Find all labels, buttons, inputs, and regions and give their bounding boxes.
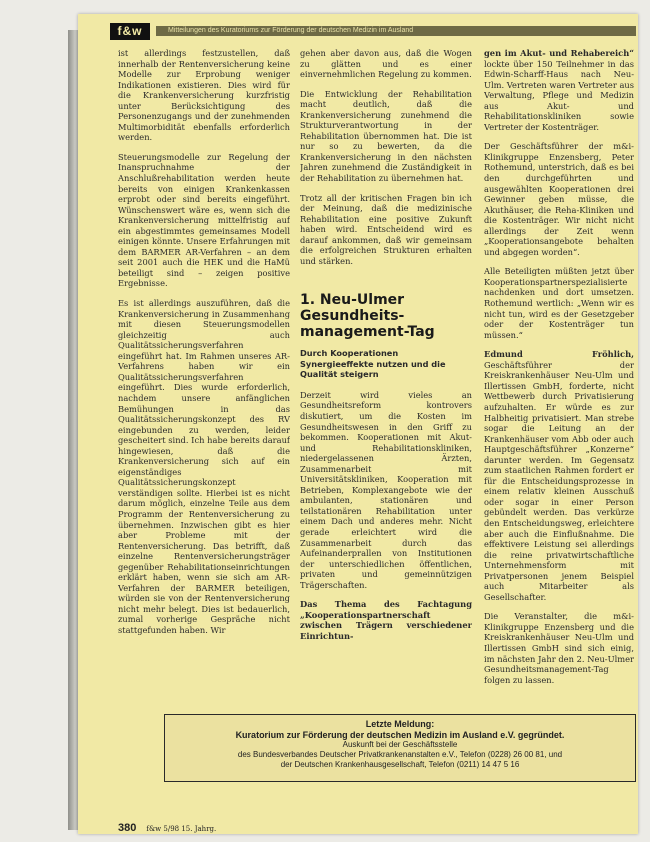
col3-lead: gen im Akut- und Rehabereich“	[484, 48, 634, 58]
col3-paragraph: Der Geschäftsführer der m&i-Klinikgruppe Enzensberg, Peter Rothemund, unterstrich, daß es bei den durchgeführten und ausgewählten Kooperationen drei Gewinner geben müsse, die Akuthäuser, die Reha-Kliniken und die Kostenträger. Wir nicht nicht allerdings der Zeit wenn „Kooperationsangebote behalten und abgegen worden“.	[484, 141, 634, 257]
notice-heading: Letzte Meldung:	[365, 719, 435, 729]
section-title: 1. Neu-Ulmer Gesundheits-management-Tag	[300, 292, 435, 341]
col2-paragraph: Die Entwicklung der Rehabilitation macht deutlich, daß die Krankenversicherung zunehmend die Strukturverantwortung in der Rehabilitation übernommen hat. Die ist nur so zu bewerten, da die Krankenversicherung in den nächsten Jahren zunehmend die Zuständigkeit in der Rehabilitation zu übernehmen hat.	[300, 88, 472, 184]
col2-paragraph: Trotz all der kritischen Fragen bin ich der Meinung, daß die medizinische Rehabilitation eine positive Zukunft haben wird. Entscheidend wird es darauf ankommen, daß wir gemeinsam die erfolgreichen Strukturen erhalten und stärken.	[300, 192, 472, 266]
fw-logo: f&w	[110, 23, 150, 40]
notice-title: Kuratorium zur Förderung der deutschen Medizin im Ausland e.V. gegründet.	[235, 730, 565, 740]
notice-line: des Bundesverbandes Deutscher Privatkrankenanstalten e.V., Telefon (0228) 26 00 81, und	[237, 750, 563, 759]
col3-paragraph: Alle Beteiligten müßten jetzt über Kooperationspartnerspezialisierte nachdenken und dort umsetzen. Rothemund wertlich: „Wenn wir es nicht tun, wird es der Gesetzgeber oder der Kostenträger tun müssen.“	[484, 266, 634, 340]
notice-line: der Deutschen Krankenhausgesellschaft, Telefon (0211) 14 47 5 16	[280, 760, 520, 769]
col1-paragraph: Steuerungsmodelle zur Regelung der Inanspruchnahme der Anschlußrehabilitation werden heute bereits von einigen Krankenkassen erprobt oder sind bereits eingeführt. Wünschenswert wäre es, wenn sich die Krankenversicherung mittelfristig auf ein abgestimmtes gemeinsames Modell einigen könnte. Unsere Erfahrungen mit dem BARMER AR-Verfahren – an dem seit 2001 auch die HEK und die HaMü beteiligt sind – zeigen positive Ergebnisse.	[118, 151, 290, 289]
col3-paragraph: lockte über 150 Teilnehmer in das Edwin-Scharff-Haus nach Neu-Ulm. Vertreten waren Vertreter aus Verwaltung, Pflege und Medizin aus Akut- und Rehabilitationskliniken sowie Vertreter der Kostenträger.	[484, 58, 634, 132]
col2-paragraph-lead: Das Thema des Fachtagung „Kooperationspartnerschaft zwischen Trägern verschiedener Einrichtun-	[300, 599, 472, 641]
col2-paragraph: gehen aber davon aus, daß die Wogen zu glätten und es einer einvernehmlichen Regelung zu kommen.	[300, 48, 472, 80]
col1-paragraph: ist allerdings festzustellen, daß innerhalb der Rentenversicherung keine Modelle zur Erprobung weniger Indikationen existieren. Dies wird für die Krankenversicherung kurzfristig unter Berücksichtigung des Personenzugangs und der zunehmenden Multimorbidität ebenfalls erforderlich werden.	[118, 48, 290, 143]
col1-paragraph: Es ist allerdings auszuführen, daß die Krankenversicherung in Zusammenhang mit diesen Steuerungsmodellen gleichzeitig auch Qualitätssicherungsverfahren eingeführt hat. Im Rahmen unseres AR-Verfahrens haben wir ein Qualitätssicherungsverfahren eingeführt. Dies wurde erforderlich, nachdem unsere anfänglichen Bemühungen in das Qualitätssicherungskonzept des RV eingebunden zu werden, leider gescheitert sind. Ich habe bereits darauf hingewiesen, daß die Krankenversicherung sich auf ein eigenständiges Qualitätssicherungskonzept verständigen sollte. Hierbei ist es nicht darum möglich, einzelne Teile aus dem Programm der Rentenversicherung zu übernehmen. Inzwischen gibt es hier aber Probleme mit der Rentenversicherung. Das betrifft, daß einzelne Rentenversicherungsträger gegenüber Rehabilitationseinrichtungen erklärt haben, wenn sie sich am AR-Verfahren der BARMER beteiligen, würden sie von der Rentenversicherung nicht mehr belegt. Dies ist bedauerlich, zumal vorherige Gespräche nicht stattgefunden haben. Wir	[118, 298, 290, 635]
col3-paragraph: Die Veranstalter, die m&i-Klinikgruppe Enzensberg und die Kreiskrankenhäuser Neu-Ulm und Illertissen GmbH sind sich einig, im nächsten Jahr den 2. Neu-Ulmer Gesundheitsmanagement-Tag folgen zu lassen.	[484, 611, 634, 685]
section-subtitle: Durch Kooperationen Synergieeffekte nutzen und die Qualität steigern	[300, 348, 446, 380]
col2-paragraph: Derzeit wird vieles an Gesundheitsreform kontrovers diskutiert, um die Kosten im Gesundheitswesen in den Griff zu bekommen. Kooperationen mit Akut- und Rehabilitationskliniken, niedergelassenen Ärzten, Zusammenarbeit mit Universitätskliniken, Kooperation mit Betrieben, Komplexangebote wie der ambulanten, stationären und teilstationären Rehabilitation unter einem Dach und anderes mehr. Nicht gerade erleichtert wird die Zusammenarbeit durch das Aufeinanderprallen von Institutionen der unterschiedlichen öffentlichen, privaten und gemeinnützigen Trägerschaften.	[300, 389, 472, 590]
page-header	[110, 20, 636, 42]
column-1	[118, 48, 290, 706]
header-bar: Mitteilungen des Kuratoriums zur Förderung der deutschen Medizin im Ausland	[156, 26, 636, 36]
page-footer	[118, 822, 216, 834]
col3-paragraph: Geschäftsführer der Kreiskrankenhäuser Neu-Ulm und Illertissen GmbH, forderte, nicht Wettbewerb durch Privatisierung aufzuhalten. Er würde es zur Halbheitig privatisiert. Man strebe sogar die Leitung an der Krankenhäuser vom Abb oder auch Hauptgeschäftsführer „Konzerne“ darunter werden. Im Gegensatz zum staatlichen Rahmen fordert er für die Entscheidungsprozesse in einem relativ kleinen Ausschuß oder sogar in einer Person gebündelt werden. Das verkürze den Entscheidungsweg, erleichtere aber auch die Einflußnahme. Die effektivere Leistung sei allerdings die reine privatwirtschaftliche Unternehmensform mit Privatpersonen jenem Beispiel auch Mitarbeiter als Gesellschafter.	[484, 359, 634, 602]
column-2	[300, 48, 472, 706]
notice-line: Auskunft bei der Geschäftsstelle	[342, 740, 458, 749]
column-3	[484, 48, 634, 706]
col3-person-name: Edmund Fröhlich,	[484, 349, 634, 360]
notice-box	[164, 714, 636, 782]
footer-text: f&w 5/98 15. Jahrg.	[146, 825, 217, 833]
page-number: 380	[118, 822, 137, 834]
magazine-page	[78, 14, 638, 834]
